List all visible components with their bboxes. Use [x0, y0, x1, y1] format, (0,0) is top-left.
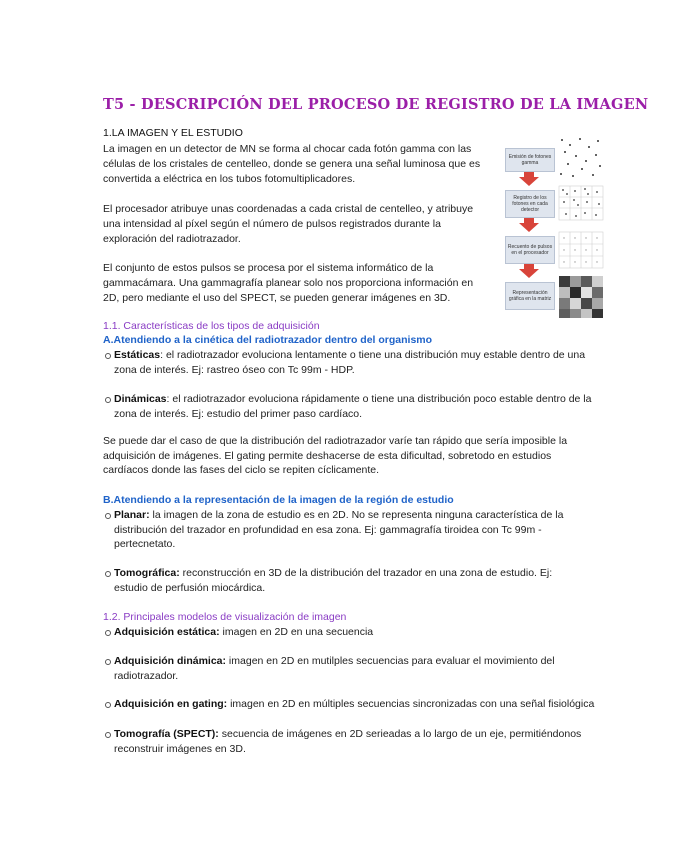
- list-term: Planar:: [114, 509, 150, 521]
- section-heading: 1.2. Principales modelos de visualización de imagen: [103, 611, 347, 623]
- arrow-icon: [519, 177, 539, 186]
- bullet-icon: [105, 702, 111, 708]
- paragraph: El conjunto de estos pulsos se procesa por el sistema informático de la gammacámara. Una gammagrafía planear solo nos proporciona información en 2D, pero mediante el uso del SPECT, se pueden generar imágenes en 3D.: [103, 262, 474, 304]
- list-term: Adquisición dinámica:: [114, 655, 227, 667]
- subsection-heading: B.Atendiendo a la representación de la imagen de la región de estudio: [103, 494, 454, 506]
- list-item: [114, 392, 600, 421]
- diagram-step: Recuento de pulsos en el procesador: [505, 236, 555, 264]
- list-text: imagen en 2D en múltiples secuencias sincronizadas con una señal fisiológica: [227, 698, 595, 710]
- list-text: imagen en 2D en mutilples secuencias para evaluar el movimiento del radiotrazador.: [114, 655, 555, 682]
- section-heading: 1.LA IMAGEN Y EL ESTUDIO: [103, 127, 243, 139]
- process-diagram: [502, 136, 604, 318]
- list-item: [114, 654, 584, 683]
- bullet-icon: [105, 630, 111, 636]
- diagram-step: Registro de los fotones en cada detector: [505, 190, 555, 218]
- paragraph: El procesador atribuye unas coordenadas a cada cristal de centelleo, y atribuye una intensidad al píxel según el número de pulsos registrados durante la exploración del radiotrazador.: [103, 203, 474, 245]
- bullet-icon: [105, 353, 111, 359]
- list-term: Adquisición estática:: [114, 626, 220, 638]
- list-item: [114, 348, 600, 377]
- subsection-heading: A.Atendiendo a la cinética del radiotrazador dentro del organismo: [103, 334, 433, 346]
- arrow-icon: [519, 223, 539, 232]
- list-item: [114, 508, 584, 552]
- list-text: : el radiotrazador evoluciona lentamente o tiene una distribución muy estable dentro de una zona de interés. Ej: rastreo óseo con Tc 99m - HDP.: [114, 349, 586, 376]
- section-heading: 1.1. Características de los tipos de adquisición: [103, 320, 320, 332]
- list-item: [114, 727, 594, 756]
- paragraph: Se puede dar el caso de que la distribución del radiotrazador varíe tan rápido que sería imposible la adquisición de imágenes. El gating permite deshacerse de esta dificultad, sobretodo en estudios cardíacos donde las fases del ciclo se repiten cíclicamente.: [103, 435, 568, 476]
- list-item: [114, 566, 584, 595]
- arrow-icon: [519, 269, 539, 278]
- diagram-step: Emisión de fotones gamma: [505, 148, 555, 172]
- bullet-icon: [105, 513, 111, 519]
- diagram-step: Representación gráfica en la matriz: [505, 282, 555, 310]
- photon-dots: [560, 138, 601, 177]
- paragraph: La imagen en un detector de MN se forma al chocar cada fotón gamma con las células de los cristales de centelleo, donde se genera una señal luminosa que es convertida a eléctrica en los tubos fotomultiplicadores.: [103, 143, 481, 185]
- list-text: reconstrucción en 3D de la distribución del trazador en una zona de estudio. Ej: estudio de perfusión miocárdica.: [114, 567, 553, 594]
- page-title: T5 - DESCRIPCIÓN DEL PROCESO DE REGISTRO DE LA IMAGEN: [103, 96, 649, 113]
- list-term: Tomográfica:: [114, 567, 180, 579]
- list-term: Adquisición en gating:: [114, 698, 228, 710]
- pixel-matrix: [559, 276, 603, 318]
- list-term: Dinámicas: [114, 393, 167, 405]
- list-text: secuencia de imágenes en 2D serieadas a lo largo de un eje, permitiéndonos reconstruir imágenes en 3D.: [114, 728, 582, 755]
- list-item: [114, 697, 604, 712]
- list-text: : el radiotrazador evoluciona rápidamente o tiene una distribución poco estable dentro de la zona de interés. Ej: estudio del primer paso cardíaco.: [114, 393, 592, 420]
- list-item: [114, 625, 600, 640]
- detector-illustration: [558, 136, 604, 318]
- list-term: Estáticas: [114, 349, 161, 361]
- list-term: Tomografía (SPECT):: [114, 728, 219, 740]
- list-text: la imagen de la zona de estudio es en 2D. No se representa ninguna característica de la distribución del trazador en profundidad en esa zona. Ej: gammagrafía tiroidea con Tc 99m - pertecnetato.: [114, 509, 564, 550]
- bullet-icon: [105, 571, 111, 577]
- list-text: imagen en 2D en una secuencia: [219, 626, 374, 638]
- bullet-icon: [105, 732, 111, 738]
- bullet-icon: [105, 659, 111, 665]
- bullet-icon: [105, 397, 111, 403]
